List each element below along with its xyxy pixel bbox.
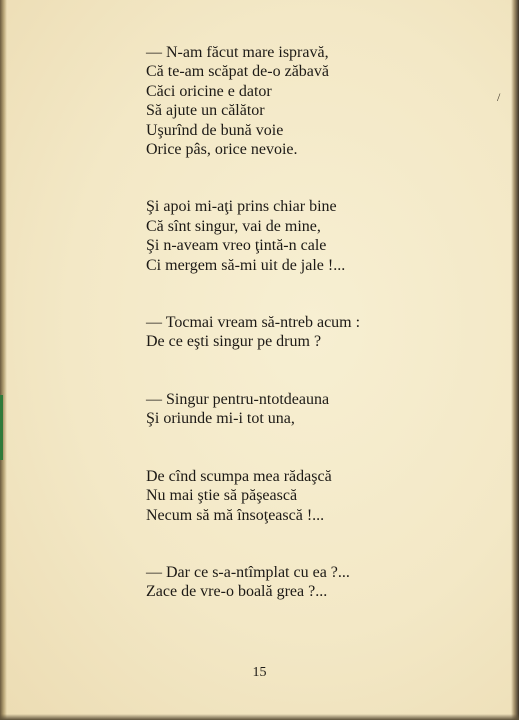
stanza-1 bbox=[146, 43, 476, 159]
verse-line: Că sînt singur, vai de mine, bbox=[146, 217, 321, 235]
page-number: 15 bbox=[252, 665, 267, 680]
page-left-edge bbox=[0, 0, 7, 720]
verse-line: Nu mai ştie să păşească bbox=[146, 487, 298, 505]
verse-line: Şi oriunde mi-i tot una, bbox=[146, 410, 295, 428]
verse-line: Ci mergem să-mi uit de jale !... bbox=[146, 256, 346, 274]
verse-line: — Dar ce s-a-ntîmplat cu ea ?... bbox=[146, 563, 350, 581]
verse-line: — Tocmai vream să-ntreb acum : bbox=[146, 314, 361, 332]
stanza-2 bbox=[146, 197, 476, 275]
page-bottom-edge bbox=[0, 714, 519, 720]
stanza-4 bbox=[146, 390, 476, 429]
page-right-edge bbox=[511, 0, 519, 720]
verse-line: Şi n-aveam vreo ţintă-n cale bbox=[146, 237, 327, 255]
verse-line: — N-am făcut mare ispravă, bbox=[146, 44, 329, 61]
verse-line: Şi apoi mi-aţi prins chiar bine bbox=[146, 198, 337, 216]
verse-line: Căci oricine e dator bbox=[146, 82, 272, 100]
verse-line: De cînd scumpa mea rădaşcă bbox=[146, 467, 332, 485]
verse-line: Uşurînd de bună voie bbox=[146, 121, 284, 139]
verse-line: — Singur pentru-ntotdeauna bbox=[146, 390, 330, 408]
verse-line: Orice pâs, orice nevoie. bbox=[146, 141, 298, 159]
verse-line: Că te-am scăpat de-o zăbavă bbox=[146, 63, 330, 81]
verse-line: Să ajute un călător bbox=[146, 102, 265, 120]
stanza-5 bbox=[146, 467, 476, 525]
margin-mark: / bbox=[497, 90, 501, 104]
poem-body bbox=[146, 43, 476, 602]
verse-line: De ce eşti singur pe drum ? bbox=[146, 333, 322, 351]
stanza-3 bbox=[146, 313, 476, 352]
stanza-6 bbox=[146, 563, 476, 602]
bookmark-strip bbox=[0, 395, 3, 460]
verse-line: Necum să mă însoţească !... bbox=[146, 506, 325, 524]
verse-line: Zace de vre-o boală grea ?... bbox=[146, 583, 328, 601]
